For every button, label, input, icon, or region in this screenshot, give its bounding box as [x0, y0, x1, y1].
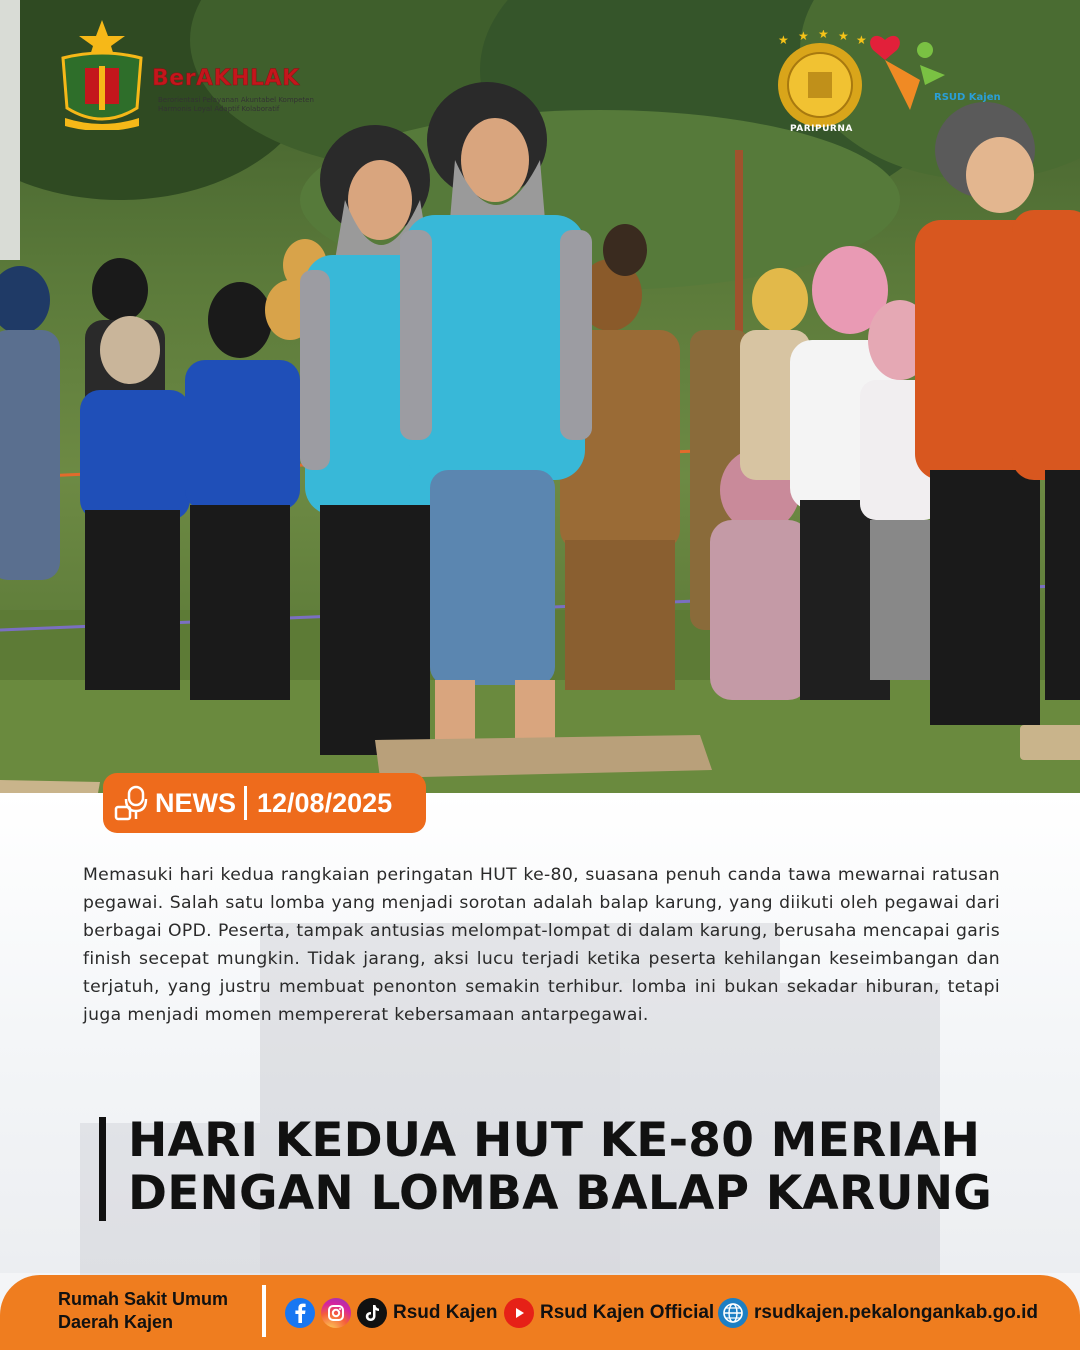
- tiktok-handle[interactable]: Rsud Kajen: [393, 1302, 498, 1323]
- rsud-logo-text: RSUD Kajen: [934, 92, 1001, 103]
- badge-divider: [244, 786, 247, 820]
- paripurna-badge-icon: [770, 30, 870, 130]
- youtube-handle[interactable]: Rsud Kajen Official: [540, 1302, 715, 1323]
- website-link: [718, 1298, 1038, 1328]
- headline-line-2: DENGAN LOMBA BALAP KARUNG: [128, 1166, 993, 1221]
- berakhlak-logo: BerAKHLAK: [152, 66, 300, 91]
- footer: [0, 1275, 1080, 1350]
- youtube-icon[interactable]: [504, 1298, 534, 1328]
- news-label: NEWS: [155, 787, 236, 818]
- svg-text:★: ★: [798, 30, 809, 43]
- svg-text:★: ★: [778, 33, 789, 47]
- instagram-icon[interactable]: [321, 1298, 351, 1328]
- footer-org-name: [58, 1288, 228, 1334]
- footer-org-line-1: Rumah Sakit Umum: [58, 1289, 229, 1309]
- social-icons-group: [285, 1298, 498, 1328]
- headline: [128, 1114, 1028, 1220]
- svg-text:★: ★: [818, 30, 829, 41]
- svg-text:★: ★: [838, 30, 849, 43]
- article-body: Memasuki hari kedua rangkaian peringatan HUT ke-80, suasana penuh canda tawa mewarnai ratusan pegawai. Salah satu lomba yang menjadi sorotan adalah balap karung, yang diikuti oleh pegawai dari berbagai OPD. Peserta, tampak antusias melompat-lompat di dalam karung, berusaha mencapai garis finish secepat mungkin. Tidak jarang, aksi lucu terjadi ketika peserta kehilangan keseimbangan dan terjatuh, yang justru membuat penonton semakin terhibur. lomba ini bukan sekadar hiburan, tetapi juga menjadi momen mempererat kebersamaan antarpegawai.: [83, 865, 1000, 1025]
- svg-text:★: ★: [856, 33, 867, 47]
- headline-accent-bar: [99, 1117, 106, 1221]
- news-date: 12/08/2025: [257, 787, 393, 818]
- paripurna-label: PARIPURNA: [790, 124, 853, 134]
- news-date-badge: [103, 773, 426, 833]
- berakhlak-tagline: Berorientasi Pelayanan Akuntabel Kompeten Harmonis Loyal Adaptif Kolaboratif: [158, 96, 314, 113]
- headline-line-1: HARI KEDUA HUT KE-80 MERIAH: [128, 1113, 981, 1168]
- tiktok-icon[interactable]: [357, 1298, 387, 1328]
- microphone-icon: [111, 783, 151, 823]
- footer-org-line-2: Daerah Kajen: [58, 1312, 174, 1332]
- globe-icon[interactable]: [718, 1298, 748, 1328]
- facebook-icon[interactable]: [285, 1298, 315, 1328]
- website-url[interactable]: rsudkajen.pekalongankab.go.id: [754, 1302, 1039, 1323]
- youtube-link: [504, 1298, 714, 1328]
- footer-divider: [262, 1285, 266, 1337]
